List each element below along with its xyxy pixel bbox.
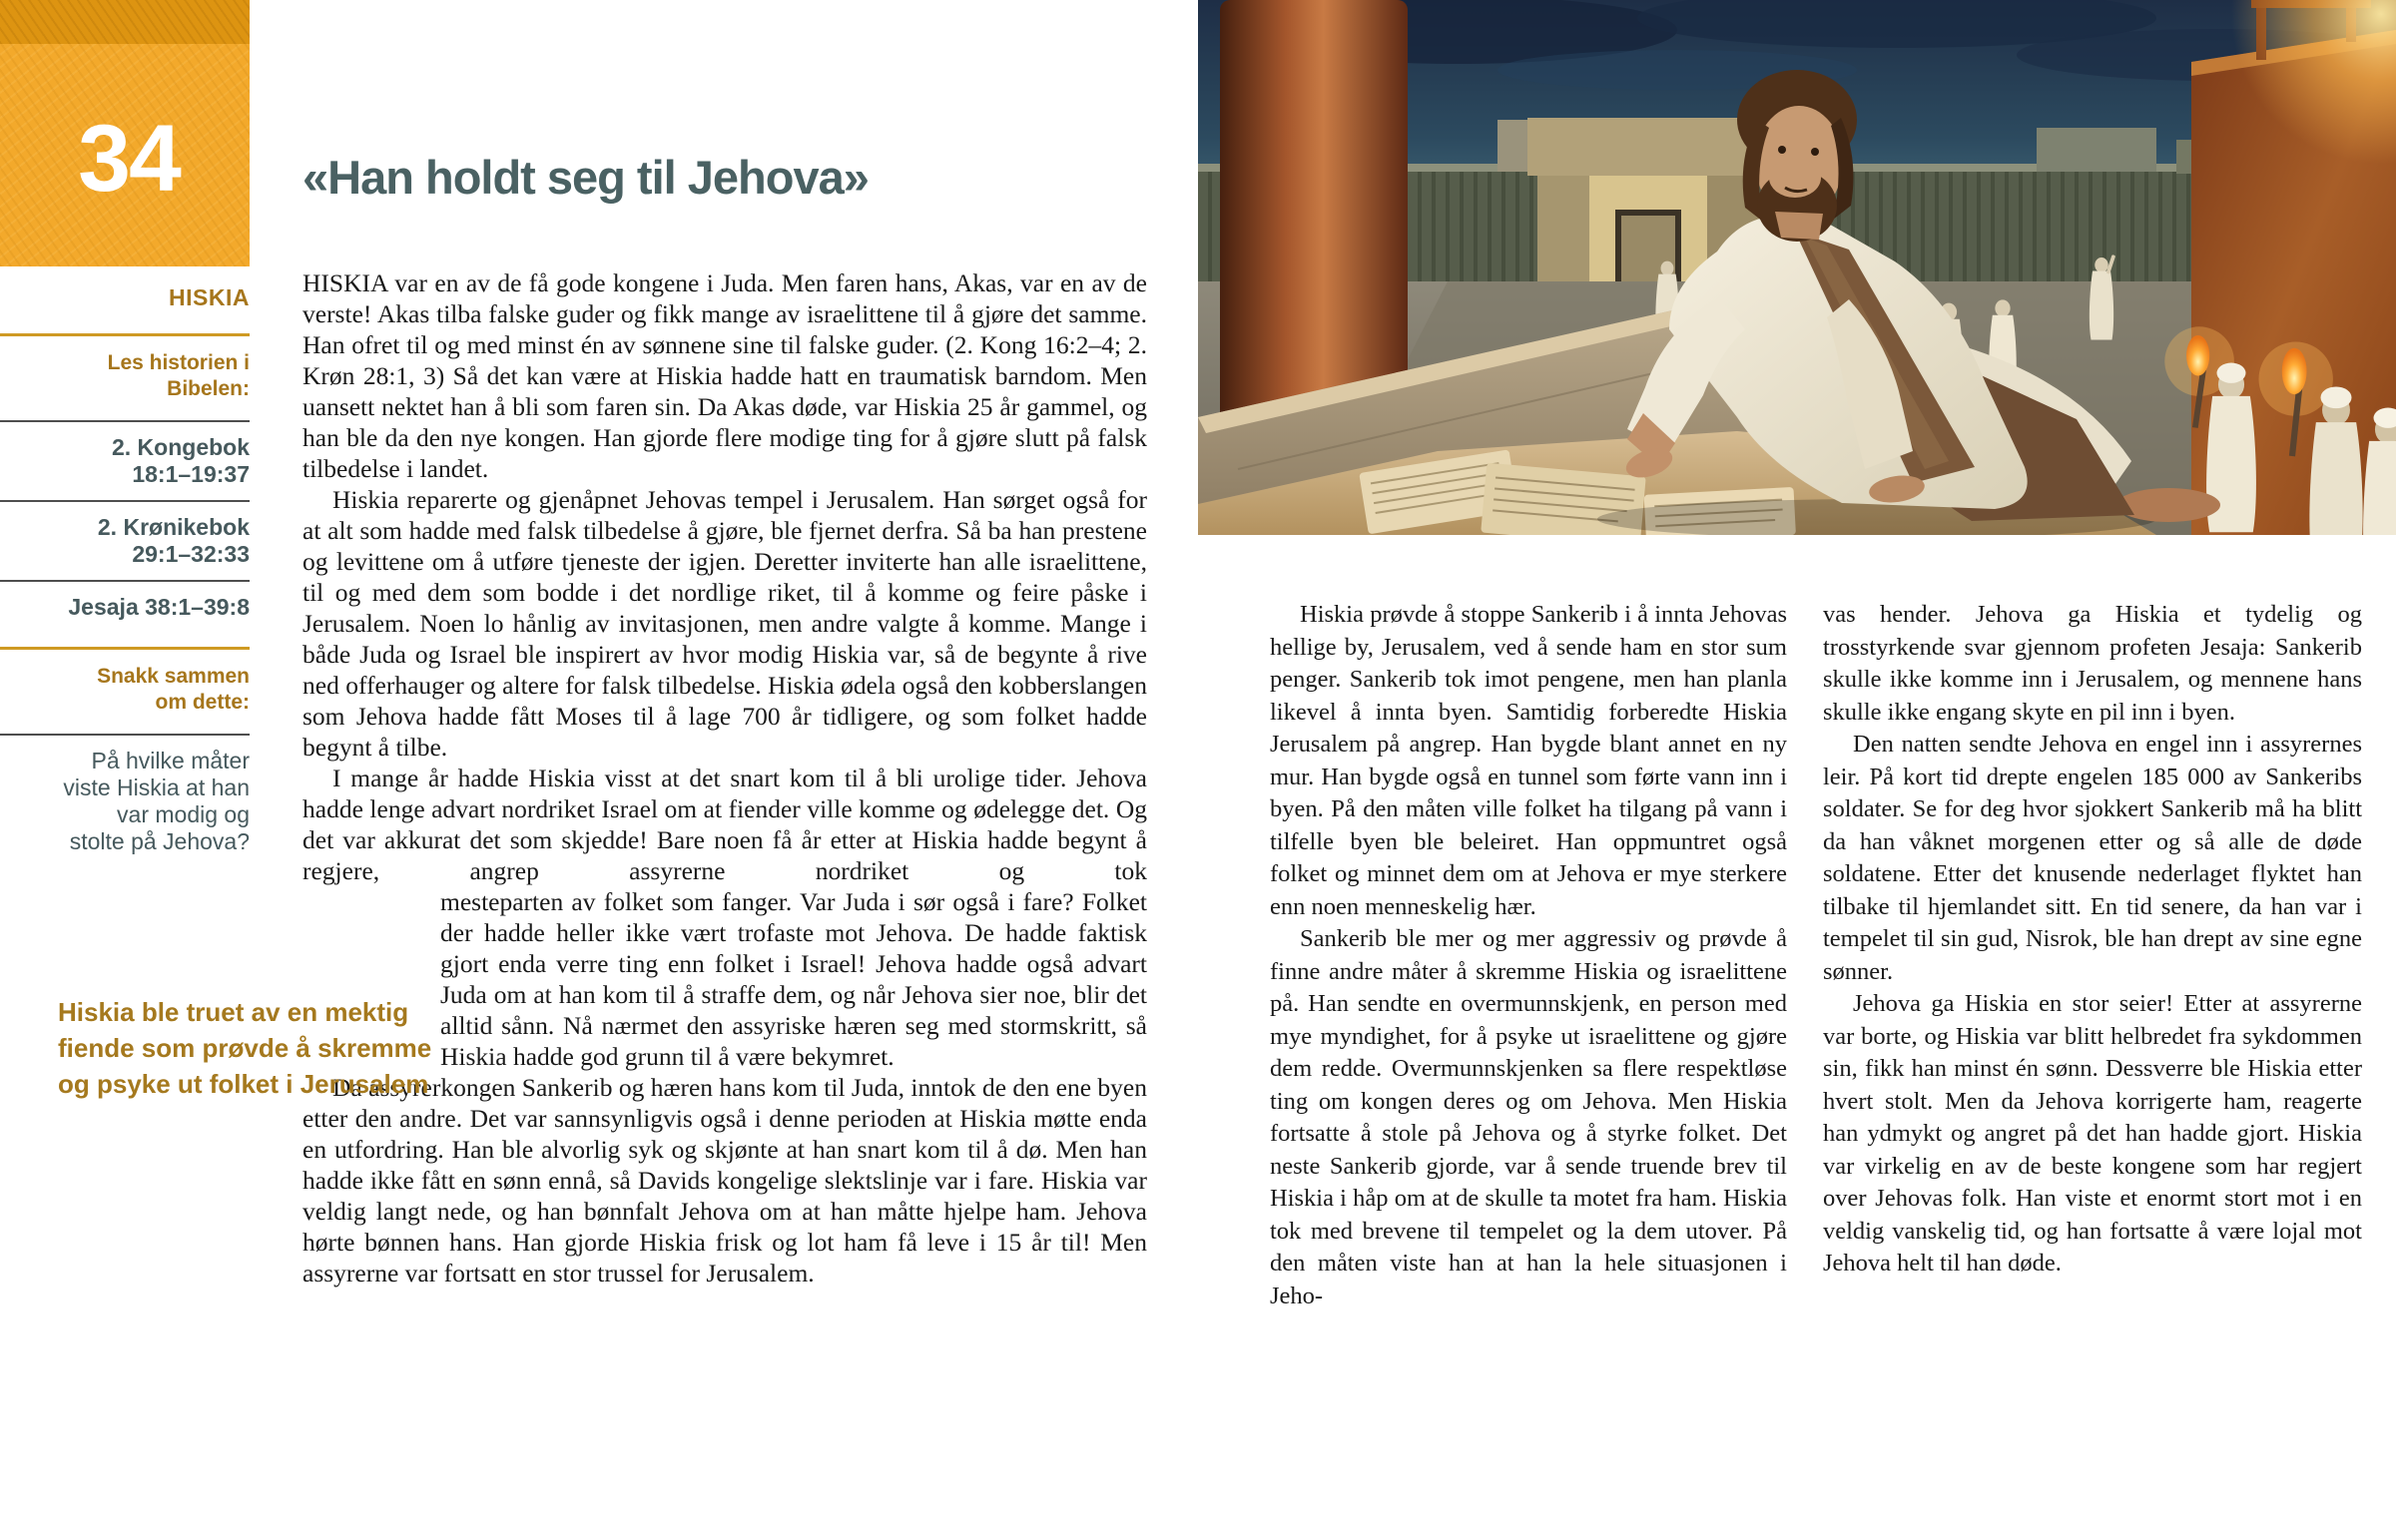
chapter-block-top-stripe xyxy=(0,0,250,44)
article-column-3 xyxy=(1823,599,2362,1281)
page-title: «Han holdt seg til Jehova» xyxy=(302,151,869,204)
bible-reference-2 xyxy=(0,514,250,568)
paragraph: Jehova ga Hiskia en stor seier! Etter at assyrerne var borte, og Hiskia var blitt helbredet fra sykdommen sin, fikk han minst én sønn. Dessverre ble Hiskia etter hvert stolt. Men da Jehova korrigerte ham, reagerte han ydmykt og angret på det han hadde gjort. Hiskia var virkelig en av de beste kongene som har regjert over Jehovas folk. Han viste et enormt stort mot i en veldig vanskelig tid, og han fortsatte å være lojal mot Jehova helt til han døde. xyxy=(1823,990,2362,1277)
paragraph: Da assyrerkongen Sankerib og hæren hans kom til Juda, inntok de den ene byen etter den andre. Det var sannsynligvis også i denne perioden at Hiskia møtte enda en utfordring. Han ble alvorlig syk og skjønte at han snart kom til å dø. Men han hadde ikke fått en sønn ennå, så Davids kongelige slektslinje var i fare. Hiskia var veldig langt nede, og han bønnfalt Jehova om at han måtte hjelpe ham. Jehova hørte bønnen hans. Han gjorde Hiskia frisk og lot ham få leve i 15 år til! Men assyrerne var fortsatt en stor trussel for Jerusalem. xyxy=(302,1073,1147,1287)
sidebar xyxy=(0,285,250,855)
paragraph: Hiskia prøvde å stoppe Sankerib i å innta Jehovas hellige by, Jerusalem, ved å sende ham en stor sum penger. Sankerib tok imot pengene, men han planla likevel å innta byen. Samtidig forberedte Hiskia Jerusalem på angrep. Han bygde blant annet en ny mur. Han bygde også en tunnel som førte vann inn i byen. På den måten ville folket ha tilgang på vann i tilfelle byen ble beleiret. Han oppmuntret også folket og minnet dem om at Jehova er mye sterkere enn noen menneskelig hær. xyxy=(1270,601,1787,920)
paragraph: vas hender. Jehova ga Hiskia et tydelig og trosstyrkende svar gjennom profeten Jesaja: Sankerib skulle ikke komme inn i Jerusalem, og mennene hans skulle ikke engang skyte en pil inn i byen. xyxy=(1823,601,2362,726)
chapter-number: 34 xyxy=(78,106,180,212)
chapter-number-block xyxy=(0,0,250,266)
talk-about-label: Snakk sammen om dette: xyxy=(97,665,250,714)
paragraph: Hiskia reparerte og gjenåpnet Jehovas tempel i Jerusalem. Han sørget også for at alt som hadde med falsk tilbedelse å gjøre, ble fjernet derfra. Så ba han prestene og levittene om å utføre tjeneste der igjen. Deretter inviterte han alle israelittene, til og med dem som bodde i det nordlige riket, til å komme og feire påske i Jerusalem. Noen lo hånlig av invitasjonen, men andre valgte å komme. Mange i både Juda og Israel ble inspirert av hvor modig Hiskia var, så de begynte å rive ned offerhauger og altere for falsk tilbedelse. Hiskia ødela også den kobberslangen som Jehova hadde fått Moses til å lage 700 år tidligere, og som folket hadde begynt å tilbe. xyxy=(302,485,1147,762)
read-stories-label: Les historien i Bibelen: xyxy=(107,351,250,400)
divider xyxy=(0,420,250,422)
paragraph: Sankerib ble mer og mer aggressiv og prøvde å finne andre måter å skremme Hiskia og israelittene på. Han sendte en overmunnskjenk, en person med mye myndighet, for å psyke ut israelittene og gjøre dem redde. Overmunnskjenken sa flere respektløse ting om kongen deres og om Jehova. Men Hiskia fortsatte å stole på Jehova og å styrke folket. Det neste Sankerib gjorde, var å sende truende brev til Hiskia i håp om at de skulle ta motet fra ham. Hiskia tok med brevene til tempelet og la dem utover. På den måten viste han at han la hele situasjonen i Jeho- xyxy=(1270,925,1787,1309)
paragraph: HISKIA var en av de få gode kongene i Juda. Men faren hans, Akas, var en av de verste! Akas tilba falske guder og fikk mange av israelittene til å gjøre det samme. Han ofret til og med minst én av sønnene sine til falske guder. (2. Kong 16:2–4; 2. Krøn 28:1, 3) Så det kan være at Hiskia hadde hatt en traumatisk barndom. Men uansett nektet han å bli som faren sin. Da Akas døde, var Hiskia 25 år gammel, og han ble da den nye kongen. Han gjorde flere modige ting for å gjøre slutt på falsk tilbedelse i landet. xyxy=(302,268,1147,483)
pull-quote: Hiskia ble truet av en mektig fiende som prøvde å skremme og psyke ut folket i Jerusalem xyxy=(58,997,432,1099)
divider xyxy=(0,734,250,736)
discussion-question: På hvilke måter viste Hiskia at han var modig og stolte på Jehova? xyxy=(63,748,250,854)
article-column-1 xyxy=(302,267,1147,1288)
bible-reference-3-book: Jesaja 38:1–39:8 xyxy=(68,594,250,620)
article-column-2 xyxy=(1270,599,1787,1312)
gold-divider xyxy=(0,333,250,336)
bible-reference-1 xyxy=(0,434,250,488)
bible-reference-3 xyxy=(0,594,250,621)
paragraph: I mange år hadde Hiskia visst at det snart kom til å bli urolige tider. Jehova hadde lenge advart nordriket Israel om at fiender ville komme og ødelegge det. Og det var akkurat det som skjedde! Bare noen få år etter at Hiskia hadde begynt å regjere, angrep assyrerne nordriket og tok xyxy=(302,764,1147,885)
bible-reference-2-book: 2. Krønikebok xyxy=(97,514,250,540)
temple-night-illustration xyxy=(1198,0,2396,535)
divider xyxy=(0,500,250,502)
bible-reference-2-range: 29:1–32:33 xyxy=(132,541,250,567)
bible-reference-1-book: 2. Kongebok xyxy=(111,434,250,460)
gold-divider xyxy=(0,647,250,650)
sidebar-heading: HISKIA xyxy=(169,284,250,310)
bible-reference-1-range: 18:1–19:37 xyxy=(132,461,250,487)
paragraph: Den natten sendte Jehova en engel inn i assyrernes leir. På kort tid drepte engelen 185 000 av Sankeribs soldater. Se for deg hvor sjokkert Sankerib må ha blitt da han våknet morgenen etter og så alle de døde soldatene. Etter det knusende nederlaget flyktet han tilbake til hjemlandet sitt. En tid senere, da han var i tempelet til sin gud, Nisrok, ble han drept av sine egne sønner. xyxy=(1823,731,2362,985)
illustration-canvas xyxy=(1198,0,2396,535)
paragraph-wrapped-beside-pull-quote: mesteparten av folket som fanger. Var Juda i sør også i fare? Folket der hadde heller ikke vært trofaste mot Jehova. De hadde faktisk gjort enda verre ting enn folket i Israel! Jehova hadde også advart Juda om at han kom til å straffe dem, og når Jehova sier noe, blir det alltid sånn. Nå nærmet den assyriske hæren seg med stormskritt, så Hiskia hadde god grunn til å være bekymret. xyxy=(440,887,1147,1071)
divider xyxy=(0,580,250,582)
